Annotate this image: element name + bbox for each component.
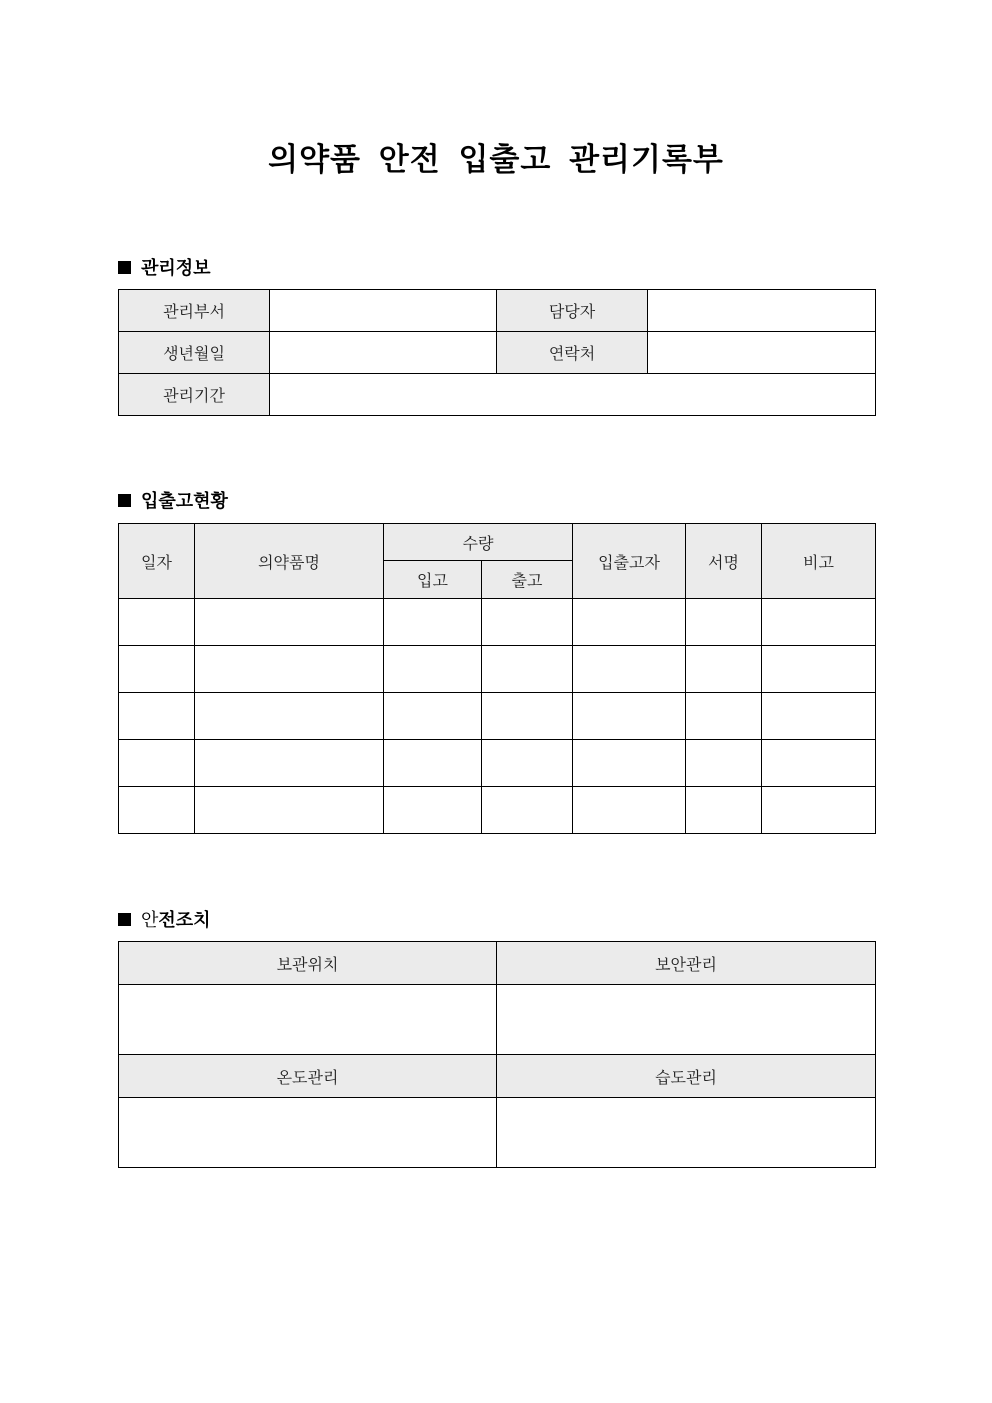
col-header-sign: 서명 bbox=[686, 524, 762, 599]
cell-out[interactable] bbox=[482, 646, 573, 693]
section-title: 입출고현황 bbox=[141, 491, 228, 512]
section-title bbox=[141, 906, 211, 932]
cell-drug[interactable] bbox=[195, 787, 384, 834]
field-location[interactable] bbox=[119, 985, 497, 1055]
cell-note[interactable] bbox=[762, 787, 876, 834]
field-manager[interactable] bbox=[648, 290, 876, 332]
field-birth[interactable] bbox=[270, 332, 497, 374]
square-bullet-icon bbox=[118, 913, 131, 926]
page-title: 의약품 안전 입출고 관리기록부 bbox=[268, 142, 724, 178]
cell-drug[interactable] bbox=[195, 646, 384, 693]
square-bullet-icon bbox=[118, 494, 131, 507]
section-heading-info bbox=[118, 254, 211, 280]
label-manager: 담당자 bbox=[497, 290, 648, 332]
table-row bbox=[119, 646, 876, 693]
field-period[interactable] bbox=[270, 374, 876, 416]
cell-in[interactable] bbox=[384, 646, 482, 693]
field-security[interactable] bbox=[497, 985, 876, 1055]
field-humidity[interactable] bbox=[497, 1098, 876, 1168]
cell-in[interactable] bbox=[384, 787, 482, 834]
label-period: 관리기간 bbox=[119, 374, 270, 416]
field-temperature[interactable] bbox=[119, 1098, 497, 1168]
col-header-person: 입출고자 bbox=[573, 524, 686, 599]
cell-date[interactable] bbox=[119, 740, 195, 787]
cell-sign[interactable] bbox=[686, 740, 762, 787]
table-row bbox=[119, 693, 876, 740]
cell-person[interactable] bbox=[573, 787, 686, 834]
cell-sign[interactable] bbox=[686, 646, 762, 693]
cell-out[interactable] bbox=[482, 599, 573, 646]
cell-out[interactable] bbox=[482, 693, 573, 740]
cell-sign[interactable] bbox=[686, 787, 762, 834]
table-row bbox=[119, 787, 876, 834]
cell-sign[interactable] bbox=[686, 693, 762, 740]
cell-in[interactable] bbox=[384, 599, 482, 646]
safety-table bbox=[118, 941, 876, 1168]
cell-person[interactable] bbox=[573, 646, 686, 693]
label-security: 보안관리 bbox=[497, 942, 876, 985]
cell-in[interactable] bbox=[384, 740, 482, 787]
section-title-bold: 전조치 bbox=[158, 910, 211, 931]
cell-out[interactable] bbox=[482, 787, 573, 834]
cell-out[interactable] bbox=[482, 740, 573, 787]
info-table bbox=[118, 289, 876, 416]
label-contact: 연락처 bbox=[497, 332, 648, 374]
table-row bbox=[119, 740, 876, 787]
col-header-qty: 수량 bbox=[384, 524, 573, 561]
label-location: 보관위치 bbox=[119, 942, 497, 985]
cell-date[interactable] bbox=[119, 787, 195, 834]
section-heading-safety bbox=[118, 906, 211, 932]
label-birth: 생년월일 bbox=[119, 332, 270, 374]
col-header-in: 입고 bbox=[384, 561, 482, 599]
cell-drug[interactable] bbox=[195, 693, 384, 740]
cell-date[interactable] bbox=[119, 599, 195, 646]
col-header-note: 비고 bbox=[762, 524, 876, 599]
field-contact[interactable] bbox=[648, 332, 876, 374]
cell-drug[interactable] bbox=[195, 740, 384, 787]
square-bullet-icon bbox=[118, 261, 131, 274]
cell-person[interactable] bbox=[573, 599, 686, 646]
label-dept: 관리부서 bbox=[119, 290, 270, 332]
cell-note[interactable] bbox=[762, 693, 876, 740]
cell-note[interactable] bbox=[762, 599, 876, 646]
cell-note[interactable] bbox=[762, 646, 876, 693]
field-dept[interactable] bbox=[270, 290, 497, 332]
col-header-date: 일자 bbox=[119, 524, 195, 599]
io-table bbox=[118, 523, 876, 834]
cell-person[interactable] bbox=[573, 740, 686, 787]
label-humidity: 습도관리 bbox=[497, 1055, 876, 1098]
section-title-plain: 안 bbox=[141, 910, 159, 931]
section-heading-io bbox=[118, 487, 228, 513]
cell-date[interactable] bbox=[119, 646, 195, 693]
cell-drug[interactable] bbox=[195, 599, 384, 646]
col-header-out: 출고 bbox=[482, 561, 573, 599]
cell-in[interactable] bbox=[384, 693, 482, 740]
col-header-drug: 의약품명 bbox=[195, 524, 384, 599]
cell-date[interactable] bbox=[119, 693, 195, 740]
label-temperature: 온도관리 bbox=[119, 1055, 497, 1098]
cell-sign[interactable] bbox=[686, 599, 762, 646]
section-title: 관리정보 bbox=[141, 258, 211, 279]
table-row bbox=[119, 599, 876, 646]
cell-person[interactable] bbox=[573, 693, 686, 740]
cell-note[interactable] bbox=[762, 740, 876, 787]
